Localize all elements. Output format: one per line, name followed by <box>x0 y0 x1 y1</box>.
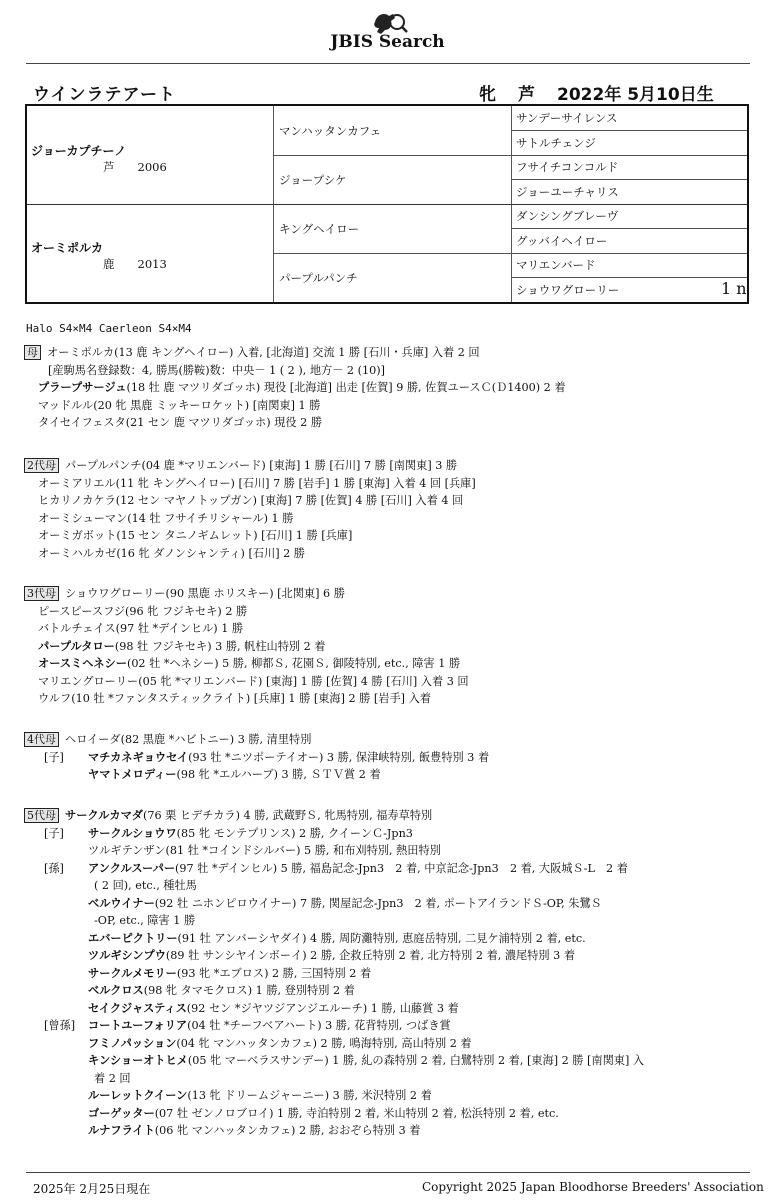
second-dam-tag: 2代母 <box>24 458 59 473</box>
progeny-name[interactable]: ピースピースフジ <box>38 604 126 618</box>
progeny-name[interactable]: ベルウイナー <box>88 896 155 910</box>
dam-detail: 鹿 2013 <box>103 257 167 271</box>
gen2-sire-dam[interactable]: ジョープシケ <box>279 173 347 187</box>
progeny-name[interactable]: サークルメモリー <box>88 966 177 980</box>
dam-section <box>24 344 566 432</box>
progeny-name[interactable]: ツルギシンプウ <box>88 949 166 962</box>
progeny-name[interactable]: パープルタロー <box>38 639 115 653</box>
progeny-detail: (02 牡 *ヘネシー) 5 勝, 柳都Ｓ, 花園Ｓ, 御陵特別, etc., 障害 1 勝 <box>126 657 461 670</box>
progeny-name[interactable]: セイクジャスティス <box>88 1001 187 1015</box>
child-label: [子] <box>44 826 64 840</box>
grandchild-label: [孫] <box>44 861 64 875</box>
fifth-dam-name[interactable]: サークルカマダ <box>65 809 143 822</box>
pedigree-table <box>25 104 749 304</box>
progeny-name[interactable]: キンショーオトヒメ <box>88 1054 188 1067</box>
progeny-detail: (06 牝 マンハッタンカフェ) 2 勝, おおぞら特別 3 着 <box>154 1124 421 1137</box>
progeny-name[interactable]: フミノパッション <box>88 1036 177 1050</box>
progeny-detail: (18 牡 鹿 マツリダゴッホ) 現役 [北海道] 出走 [佐賀] 9 勝, 佐賀ユースＣ(Ｄ1400) 2 着 <box>126 381 566 394</box>
progeny-detail: (04 牡 *チーフベアハート) 3 勝, 花背特別, つばき賞 <box>187 1019 451 1032</box>
progeny-name[interactable]: マチカネギョウセイ <box>88 750 189 764</box>
gen3-8[interactable]: ショウワグローリー <box>516 283 620 297</box>
progeny-name[interactable]: マッドルル <box>38 398 94 412</box>
progeny-detail: (89 牡 サンシヤインボーイ) 2 勝, 企救丘特別 2 着, 北方特別 2 着, 濃尾特別 3 着 <box>165 949 576 962</box>
sire-name[interactable]: ジョーカプチーノ <box>31 144 127 158</box>
sire-detail: 芦 2006 <box>103 160 167 174</box>
progeny-detail: (10 牡 *ファンタスティックライト) [兵庫] 1 勝 [東海] 2 勝 [岩手] 入着 <box>71 692 431 705</box>
progeny-detail: (93 牡 *ニツポーテイオー) 3 勝, 保津峡特別, 飯豊特別 3 着 <box>188 750 490 764</box>
progeny-detail: (98 牝 *エルハーブ) 3 勝, ＳＴＶ賞 2 着 <box>176 768 381 781</box>
progeny-detail: (92 牡 ニホンピロウイナー) 7 勝, 関屋記念-Jpn3 2 着, ポートアイランドＳ-OP, 朱鷺Ｓ <box>154 896 602 910</box>
dam-tag: 母 <box>24 345 41 360</box>
progeny-name[interactable]: オースミヘネシー <box>38 657 127 670</box>
gen3-6[interactable]: グッバイヘイロー <box>516 234 608 248</box>
logo-text: JBIS Search <box>330 32 445 52</box>
progeny-detail: (05 牝 マーベラスサンデー) 1 勝, 糺の森特別 2 着, 白鷺特別 2 着, [東海] 2 勝 [南関東] 入 <box>187 1054 645 1067</box>
horse-color: 芦 <box>518 85 535 105</box>
as-of-date: 2025年 2月25日現在 <box>33 1182 151 1196</box>
progeny-detail: (98 牡 フジキセキ) 3 勝, 帆柱山特別 2 着 <box>114 639 326 653</box>
progeny-detail: (04 牝 マンハッタンカフェ) 2 勝, 鳴海特別, 高山特別 2 着 <box>176 1036 472 1050</box>
jbis-logo <box>0 8 775 56</box>
progeny-detail-cont: 着 2 回 <box>94 1071 131 1085</box>
progeny-line: オーミガボット(15 セン タニノギムレット) [石川] 1 勝 [兵庫] <box>38 529 353 542</box>
third-dam-section <box>24 585 469 708</box>
progeny-detail: (21 セン 鹿 マツリダゴッホ) 現役 2 勝 <box>125 416 323 429</box>
dam-cell <box>31 239 167 272</box>
progeny-detail: (97 牡 *デインヒル) 1 勝 <box>115 622 244 635</box>
progeny-detail-cont: -OP, etc., 障害 1 勝 <box>94 914 196 927</box>
fifth-dam-tag: 5代母 <box>24 808 59 823</box>
progeny-name[interactable]: ゴーゲッター <box>88 1106 155 1120</box>
progeny-name[interactable]: マリエングローリー <box>38 674 139 688</box>
gen3-2[interactable]: サトルチェンジ <box>516 136 596 150</box>
progeny-name[interactable]: サークルショウワ <box>88 826 177 840</box>
horse-profile <box>479 80 736 105</box>
gen3-1[interactable]: サンデーサイレンス <box>516 111 618 125</box>
progeny-line: オーミシューマン(14 牡 フサイチリシャール) 1 勝 <box>38 511 294 525</box>
progeny-detail: (98 牝 タマモクロス) 1 勝, 登別特別 2 着 <box>143 984 355 997</box>
horse-birth: 2022年 5月10日生 <box>557 85 714 105</box>
horse-sex: 牝 <box>479 85 496 105</box>
progeny-detail: (92 セン *ジヤツジアンジエルーチ) 1 勝, 山藤賞 3 着 <box>186 1001 459 1015</box>
child-label: [子] <box>44 750 64 764</box>
progeny-detail: (05 牝 *マリエンバード) [東海] 1 勝 [佐賀] 4 勝 [石川] 入着 3 回 <box>138 674 469 688</box>
progeny-detail: (97 牡 *デインヒル) 5 勝, 福島記念-Jpn3 2 着, 中京記念-Jpn3 2 着, 大阪城Ｓ-L 2 着 <box>175 861 628 875</box>
dam-record: オーミポルカ(13 鹿 キングヘイロー) 入着, [北海道] 交流 1 勝 [石川・兵庫] 入着 2 回 <box>47 346 480 359</box>
progeny-line: ヒカリノカケラ(12 セン マヤノトップガン) [東海] 7 勝 [佐賀] 4 勝 [石川] 入着 4 回 <box>38 494 464 507</box>
gen3-3[interactable]: フサイチコンコルド <box>516 160 619 174</box>
progeny-line: オーミハルカゼ(16 牝 ダノンシャンティ) [石川] 2 勝 <box>38 546 305 560</box>
progeny-name[interactable]: タイセイフェスタ <box>38 416 126 429</box>
copyright: Copyright 2025 Japan Bloodhorse Breeders' Association <box>422 1180 764 1194</box>
great-grandchild-label: [曾孫] <box>44 1019 76 1032</box>
progeny-name[interactable]: コートユーフォリア <box>88 1019 188 1032</box>
progeny-detail: (07 牡 ゼンノロブロイ) 1 勝, 寺泊特別 2 着, 米山特別 2 着, 松浜特別 2 着, etc. <box>154 1106 559 1120</box>
family-number: 1 n <box>721 279 747 298</box>
progeny-detail: (13 牝 ドリームジャーニー) 3 勝, 米沢特別 2 着 <box>187 1089 432 1102</box>
progeny-detail: (96 牝 フジキセキ) 2 勝 <box>125 604 248 618</box>
gen2-dam-dam[interactable]: パープルパンチ <box>279 271 358 285</box>
third-dam-record: ショウワグローリー(90 黒鹿 ホリスキー) [北関東] 6 勝 <box>65 587 345 600</box>
inbreeding-cross: Halo S4×M4 Caerleon S4×M4 <box>26 322 192 335</box>
progeny-name[interactable]: エバーピクトリー <box>88 931 178 945</box>
progeny-name[interactable]: アンクルスーパー <box>88 861 176 875</box>
progeny-name[interactable]: プラープサージュ <box>38 381 127 394</box>
dam-name[interactable]: オーミポルカ <box>31 241 104 255</box>
progeny-name[interactable]: バトルチェイス <box>38 622 116 635</box>
progeny-name[interactable]: ウルフ <box>38 692 72 705</box>
fifth-dam-section <box>24 807 644 1140</box>
fourth-dam-section <box>24 731 489 784</box>
progeny-detail-cont: ( 2 回), etc., 種牡馬 <box>94 879 197 892</box>
footer-divider <box>26 1172 750 1173</box>
dam-produce-summary: [産駒馬名登録数：4, 勝馬(勝鞍)数：中央－ 1 ( 2 ), 地方－ 2 (10)] <box>48 363 385 377</box>
fourth-dam-record: ヘロイーダ(82 黒鹿 *ハビトニー) 3 勝, 清里特別 <box>65 733 312 746</box>
gen3-5[interactable]: ダンシングブレーヴ <box>516 209 619 223</box>
progeny-detail: (20 牝 黒鹿 ミッキーロケット) [南関東] 1 勝 <box>93 398 321 412</box>
progeny-line: オーミアリエル(11 牝 キングヘイロー) [石川] 7 勝 [岩手] 1 勝 [東海] 入着 4 回 [兵庫] <box>38 476 476 490</box>
gen3-4[interactable]: ジョーユーチャリス <box>516 185 619 199</box>
progeny-name[interactable]: ルナフライト <box>88 1124 155 1137</box>
gen2-dam-sire[interactable]: キングヘイロー <box>279 222 360 236</box>
fifth-dam-record: (76 栗 ヒデチカラ) 4 勝, 武蔵野Ｓ, 牝馬特別, 福寿草特別 <box>142 809 433 822</box>
sire-cell <box>31 142 167 175</box>
progeny-detail: (85 牝 モンテプリンス) 2 勝, クイーンＣ-Jpn3 <box>176 826 413 840</box>
second-dam-record: パープルパンチ(04 鹿 *マリエンバード) [東海] 1 勝 [石川] 7 勝 [南関東] 3 勝 <box>65 459 458 472</box>
progeny-name[interactable]: ヤマトメロディー <box>88 768 177 781</box>
third-dam-tag: 3代母 <box>24 586 59 601</box>
progeny-detail: (81 牡 *コインドシルバー) 5 勝, 和布刈特別, 熱田特別 <box>165 844 441 857</box>
gen2-sire-sire[interactable]: マンハッタンカフェ <box>279 124 382 138</box>
header-divider <box>26 63 750 64</box>
progeny-name[interactable]: ルーレットクイーン <box>88 1089 188 1102</box>
progeny-detail: (91 牡 アンバーシヤダイ) 4 勝, 周防灘特別, 恵庭岳特別, 二見ケ浦特別 2 着, etc. <box>177 931 586 945</box>
horse-name: ウインラテアート <box>33 85 176 105</box>
fourth-dam-tag: 4代母 <box>24 732 59 747</box>
gen3-7[interactable]: マリエンバード <box>516 258 596 272</box>
progeny-detail: (93 牝 *エブロス) 2 勝, 三国特別 2 着 <box>176 966 372 980</box>
second-dam-section <box>24 457 476 562</box>
progeny-name[interactable]: ツルギテンザン <box>88 844 166 857</box>
progeny-name[interactable]: ベルクロス <box>88 984 144 997</box>
